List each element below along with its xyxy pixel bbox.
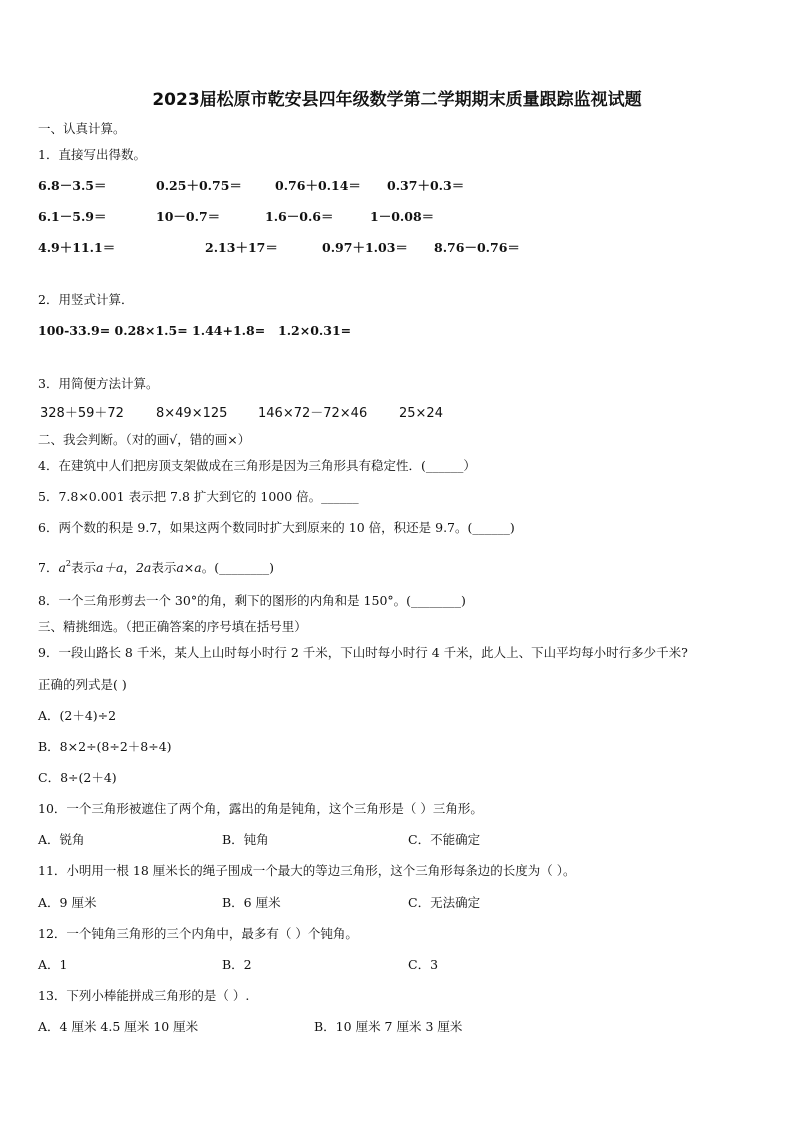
q1-item: 0.76＋0.14＝: [275, 178, 361, 193]
q7-blank: 。(________): [201, 560, 275, 575]
section-heading-1: 一、认真计算。: [38, 121, 126, 136]
question-12-stem: 12．一个钝角三角形的三个内角中，最多有（ ）个钝角。: [38, 926, 358, 941]
q12-option-a: A．1: [38, 957, 68, 972]
q1-item: 1－0.08＝: [370, 209, 435, 224]
q12-option-c: C．3: [408, 957, 439, 972]
q7-var-a: a: [58, 560, 66, 575]
q10-option-c: C．不能确定: [408, 832, 481, 847]
page-title: 2023届松原市乾安县四年级数学第二学期期末质量跟踪监视试题: [152, 90, 642, 110]
q7-exponent: 2: [65, 559, 71, 568]
q1-item: 0.97＋1.03＝: [322, 240, 408, 255]
q1-item: 4.9＋11.1＝: [38, 240, 116, 255]
q1-item: 1.6－0.6＝: [265, 209, 334, 224]
q1-item: 8.76－0.76＝: [434, 240, 520, 255]
q13-option-a: A．4 厘米 4.5 厘米 10 厘米: [38, 1019, 199, 1034]
section-heading-3: 三、精挑细选。（把正确答案的序号填在括号里）: [38, 619, 307, 634]
q7-number: 7．: [38, 560, 59, 575]
q2-item-last: 1.2×0.31=: [278, 323, 352, 338]
q10-option-a: A．锐角: [38, 832, 85, 847]
q1-item: 6.1－5.9＝: [38, 209, 107, 224]
q7-text: 表示: [151, 560, 177, 575]
question-7: [38, 556, 274, 576]
section-heading-2: 二、我会判断。（对的画√，错的画×）: [38, 432, 251, 447]
q3-item: 25×24: [399, 406, 443, 421]
q1-item: 6.8－3.5＝: [38, 178, 107, 193]
q7-expr: 2a: [135, 560, 152, 575]
q7-expr: a×a: [176, 560, 202, 575]
q2-items: 100-33.9= 0.28×1.5= 1.44+1.8=: [38, 323, 266, 338]
q9-option-c: C．8÷(2＋4): [38, 770, 117, 785]
q3-item: 328＋59＋72: [40, 406, 124, 421]
question-9-stem-2: 正确的列式是( ): [38, 677, 127, 692]
q3-item: 146×72－72×46: [258, 406, 368, 421]
question-6: 6．两个数的积是 9.7，如果这两个数同时扩大到原来的 10 倍，积还是 9.7。(______): [38, 520, 515, 535]
q1-item: 2.13＋17＝: [205, 240, 278, 255]
q11-option-a: A．9 厘米: [38, 895, 97, 910]
q9-option-b: B．8×2÷(8÷2＋8÷4): [38, 739, 172, 754]
q3-item: 8×49×125: [156, 406, 228, 421]
q1-item: 10－0.7＝: [156, 209, 221, 224]
q10-option-b: B．钝角: [222, 832, 269, 847]
question-3-label: 3．用简便方法计算。: [38, 376, 159, 391]
question-13-stem: 13．下列小棒能拼成三角形的是（ ）.: [38, 988, 250, 1003]
question-2-label: 2．用竖式计算．: [38, 292, 134, 307]
question-9-stem: 9．一段山路长 8 千米，某人上山时每小时行 2 千米，下山时每小时行 4 千米，此人上、下山平均每小时行多少千米?: [38, 645, 688, 660]
q12-option-b: B．2: [222, 957, 252, 972]
question-10-stem: 10．一个三角形被遮住了两个角，露出的角是钝角，这个三角形是（ ）三角形。: [38, 801, 483, 816]
q13-option-b: B．10 厘米 7 厘米 3 厘米: [314, 1019, 463, 1034]
q7-text: 表示: [71, 560, 97, 575]
question-5: 5．7.8×0.001 表示把 7.8 扩大到它的 1000 倍。______: [38, 489, 359, 504]
q1-item: 0.25＋0.75＝: [156, 178, 242, 193]
q11-option-b: B．6 厘米: [222, 895, 281, 910]
q1-item: 0.37＋0.3＝: [387, 178, 465, 193]
question-1-label: 1．直接写出得数。: [38, 147, 146, 162]
q11-option-c: C．无法确定: [408, 895, 481, 910]
q7-sep: ，: [123, 560, 136, 575]
q7-expr: a＋a: [96, 560, 124, 575]
question-8: 8．一个三角形剪去一个 30°的角，剩下的图形的内角和是 150°。(________): [38, 593, 466, 608]
question-4: 4．在建筑中人们把房顶支架做成在三角形是因为三角形具有稳定性．(______）: [38, 458, 476, 473]
q9-option-a: A．(2＋4)÷2: [38, 708, 117, 723]
question-11-stem: 11．小明用一根 18 厘米长的绳子围成一个最大的等边三角形，这个三角形每条边的长度为（ ）。: [38, 863, 576, 878]
